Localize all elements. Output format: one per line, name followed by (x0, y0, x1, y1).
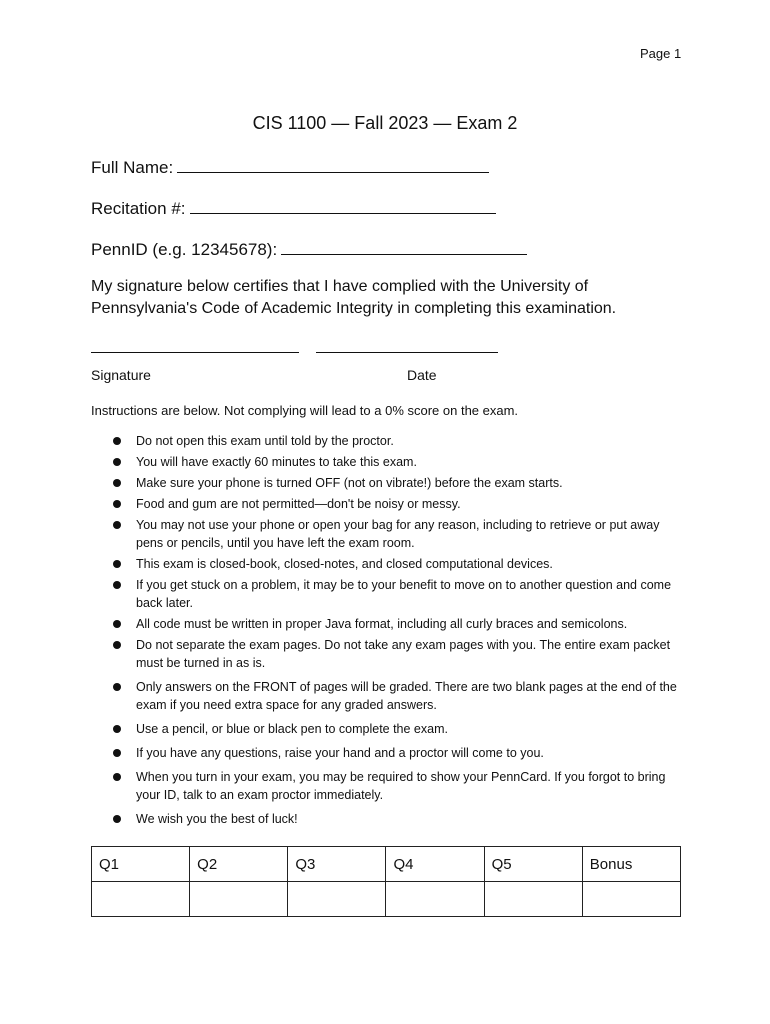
score-cell-q4[interactable] (386, 882, 484, 917)
score-cell-q1[interactable] (92, 882, 190, 917)
list-item: If you get stuck on a problem, it may be to your benefit to move on to another question and come back later. (113, 576, 683, 612)
recitation-label: Recitation #: (91, 199, 186, 218)
pennid-label: PennID (e.g. 12345678): (91, 240, 278, 259)
list-item: Do not separate the exam pages. Do not take any exam pages with you. The entire exam packet must be turned in as is. (113, 636, 683, 672)
pennid-blank[interactable] (281, 237, 527, 255)
full-name-blank[interactable] (177, 155, 489, 173)
bullet-icon (113, 773, 121, 781)
date-label: Date (407, 367, 437, 383)
list-item: Food and gum are not permitted—don't be noisy or messy. (113, 495, 683, 513)
bullet-icon (113, 500, 121, 508)
list-item: You will have exactly 60 minutes to take this exam. (113, 453, 683, 471)
bullet-icon (113, 521, 121, 529)
bullet-icon (113, 641, 121, 649)
list-item: We wish you the best of luck! (113, 810, 683, 828)
recitation-field (91, 196, 496, 219)
bullet-icon (113, 560, 121, 568)
instructions-list (113, 432, 683, 831)
signature-line[interactable] (91, 352, 299, 353)
score-table (91, 846, 681, 917)
score-cell-q5[interactable] (484, 882, 582, 917)
certification-statement: My signature below certifies that I have complied with the University of Pennsylvania's Code of Academic Integrity in completing this examination. (91, 278, 617, 317)
list-item: All code must be written in proper Java format, including all curly braces and semicolons. (113, 615, 683, 633)
header-q4: Q4 (386, 847, 484, 882)
bullet-icon (113, 437, 121, 445)
table-header-row (92, 847, 681, 882)
pennid-field (91, 237, 527, 260)
table-row (92, 882, 681, 917)
header-bonus: Bonus (582, 847, 680, 882)
list-item: This exam is closed-book, closed-notes, and closed computational devices. (113, 555, 683, 573)
header-q1: Q1 (92, 847, 190, 882)
bullet-icon (113, 581, 121, 589)
list-item: Use a pencil, or blue or black pen to complete the exam. (113, 720, 683, 738)
score-cell-q3[interactable] (288, 882, 386, 917)
full-name-label: Full Name: (91, 158, 174, 177)
full-name-field (91, 155, 489, 178)
bullet-icon (113, 620, 121, 628)
exam-title: CIS 1100 — Fall 2023 — Exam 2 (252, 113, 518, 133)
bullet-icon (113, 683, 121, 691)
list-item: If you have any questions, raise your hand and a proctor will come to you. (113, 744, 683, 762)
signature-label: Signature (91, 367, 151, 383)
bullet-icon (113, 479, 121, 487)
list-item: Only answers on the FRONT of pages will be graded. There are two blank pages at the end of the exam if you need extra space for any graded answers. (113, 678, 683, 714)
header-q2: Q2 (190, 847, 288, 882)
list-item: When you turn in your exam, you may be required to show your PennCard. If you forgot to bring your ID, talk to an exam proctor immediately. (113, 768, 683, 804)
header-q5: Q5 (484, 847, 582, 882)
page-number: Page 1 (640, 46, 682, 61)
instructions-intro: Instructions are below. Not complying will lead to a 0% score on the exam. (91, 403, 519, 418)
score-cell-q2[interactable] (190, 882, 288, 917)
bullet-icon (113, 749, 121, 757)
bullet-icon (113, 725, 121, 733)
bullet-icon (113, 815, 121, 823)
date-line[interactable] (316, 352, 498, 353)
bullet-icon (113, 458, 121, 466)
list-item: You may not use your phone or open your bag for any reason, including to retrieve or put away pens or pencils, until you have left the exam room. (113, 516, 683, 552)
score-cell-bonus[interactable] (582, 882, 680, 917)
header-q3: Q3 (288, 847, 386, 882)
recitation-blank[interactable] (190, 196, 496, 214)
list-item: Make sure your phone is turned OFF (not on vibrate!) before the exam starts. (113, 474, 683, 492)
list-item: Do not open this exam until told by the proctor. (113, 432, 683, 450)
